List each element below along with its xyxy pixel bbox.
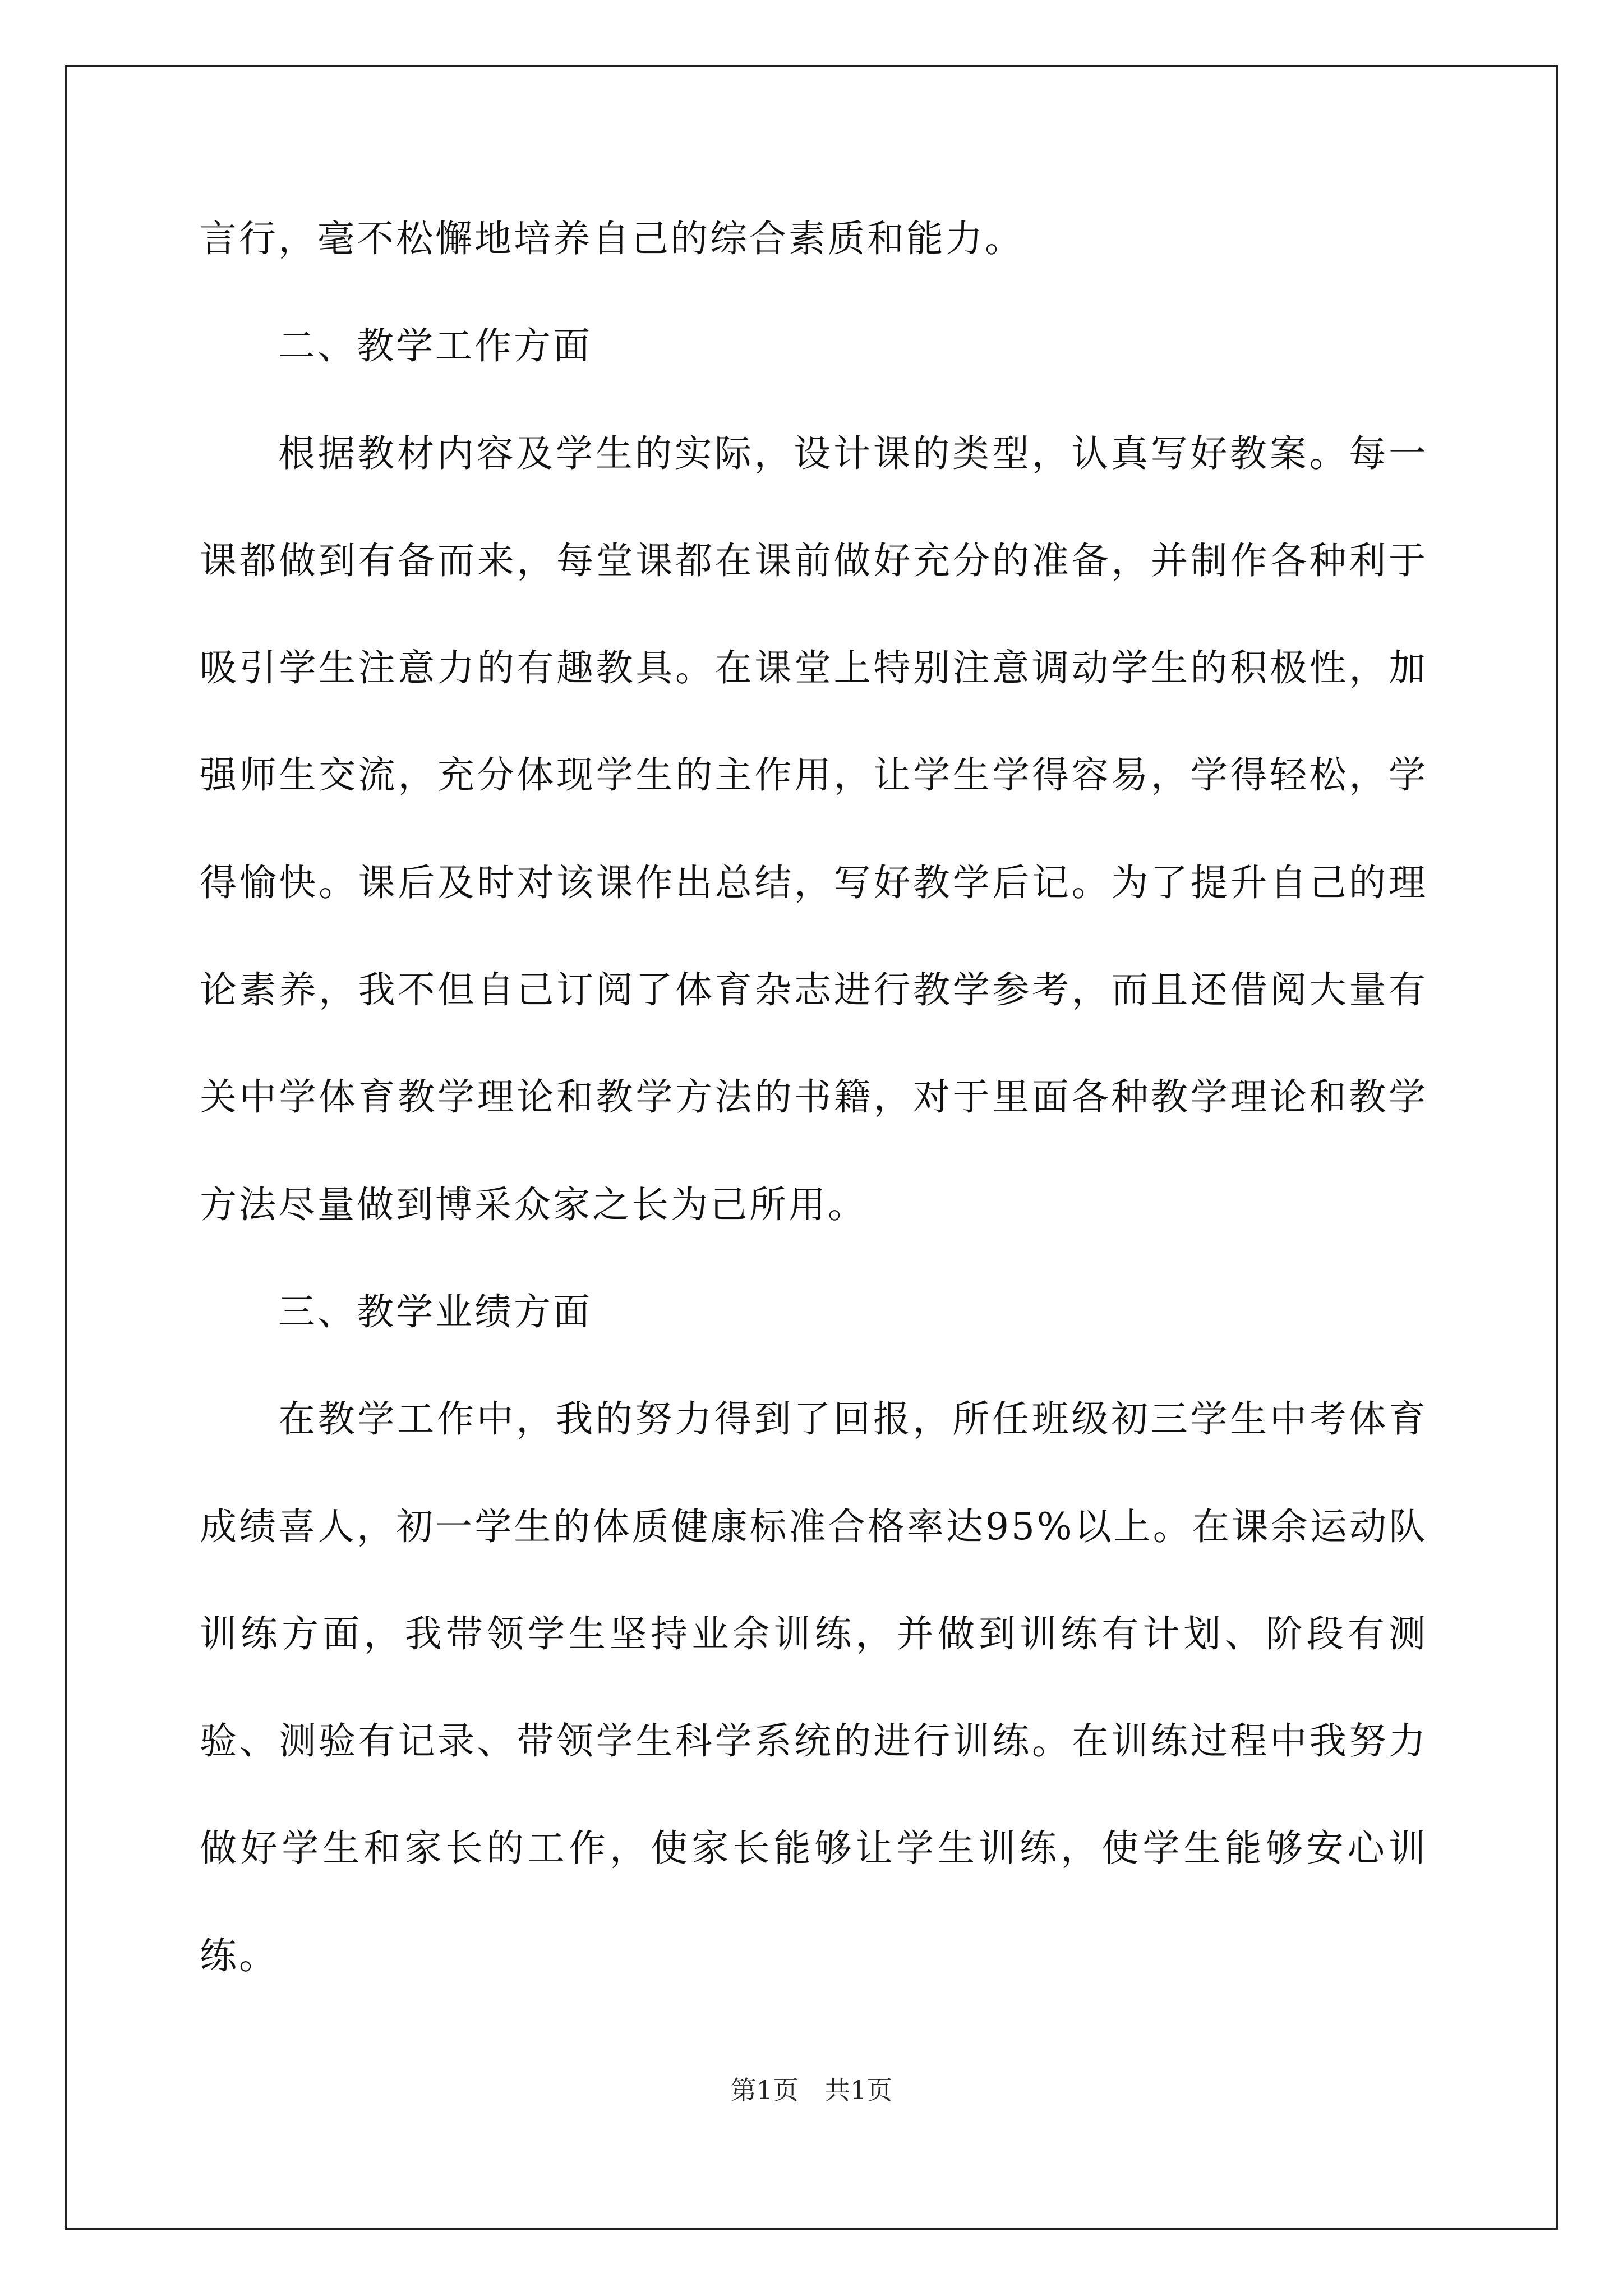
paragraph-teaching-achievements: 在教学工作中，我的努力得到了回报，所任班级初三学生中考体育成绩喜人，初一学生的体质健康标准合格率达95%以上。在课余运动队训练方面，我带领学生坚持业余训练，并做到训练有计划、阶段有测验、测验有记录、带领学生科学系统的进行训练。在训练过程中我努力做好学生和家长的工作，使家长能够让学生训练，使学生能够安心训练。 — [200, 1397, 1428, 1977]
paragraph-teaching-work: 根据教材内容及学生的实际，设计课的类型，认真写好教案。每一课都做到有备而来，每堂课都在课前做好充分的准备，并制作各种利于吸引学生注意力的有趣教具。在课堂上特别注意调动学生的积极性，加强师生交流，充分体现学生的主作用，让学生学得容易，学得轻松，学得愉快。课后及时对该课作出总结，写好教学后记。为了提升自己的理论素养，我不但自己订阅了体育杂志进行教学参考，而且还借阅大量有关中学体育教学理论和教学方法的书籍，对于里面各种教学理论和教学方法尽量做到博采众家之长为己所用。 — [200, 431, 1428, 1226]
document-body — [200, 185, 1428, 2009]
section-heading-teaching-achievements: 三、教学业绩方面 — [278, 1290, 592, 1333]
paragraph-continuation: 言行，毫不松懈地培养自己的综合素质和能力。 — [200, 217, 1024, 260]
page-footer: 第1页 共1页 — [730, 2075, 893, 2105]
section-heading-teaching-work: 二、教学工作方面 — [278, 324, 592, 368]
